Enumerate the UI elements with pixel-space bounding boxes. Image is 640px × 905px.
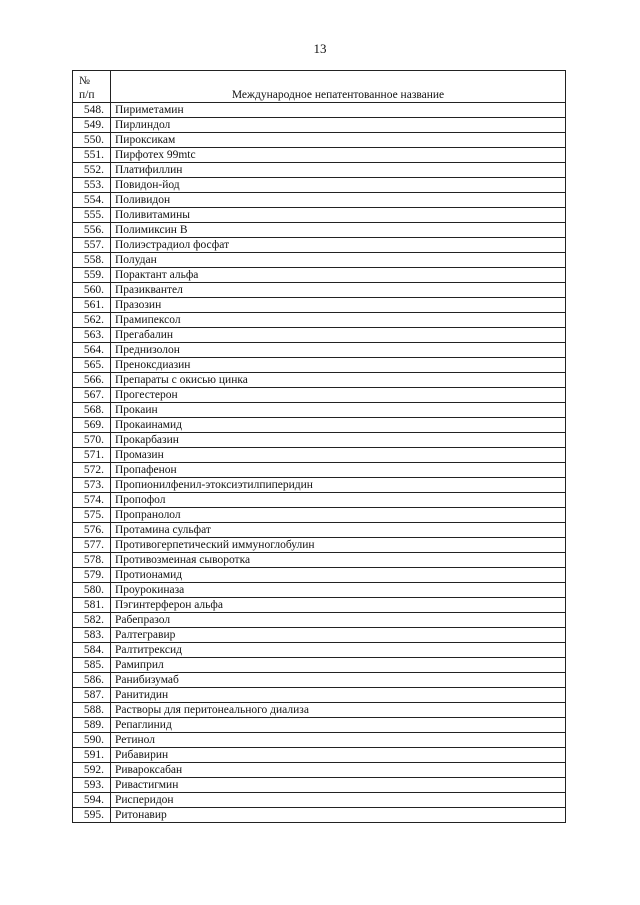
drug-name-table: [72, 70, 566, 823]
row-number: 550.: [73, 133, 111, 148]
row-number: 586.: [73, 673, 111, 688]
drug-name: Рамиприл: [111, 658, 566, 673]
drug-name: Пироксикам: [111, 133, 566, 148]
drug-name: Поливидон: [111, 193, 566, 208]
row-number: 560.: [73, 283, 111, 298]
page-number: 13: [313, 41, 327, 56]
table-row: [73, 298, 566, 313]
table-row: [73, 643, 566, 658]
drug-name: Пропафенон: [111, 463, 566, 478]
table-row: [73, 748, 566, 763]
table-row: [73, 793, 566, 808]
drug-name: Прогестерон: [111, 388, 566, 403]
drug-name: Растворы для перитонеального диализа: [111, 703, 566, 718]
table-row: [73, 568, 566, 583]
drug-name: Пропранолол: [111, 508, 566, 523]
table-row: [73, 418, 566, 433]
drug-name: Ритонавир: [111, 808, 566, 823]
header-number-column: [73, 71, 111, 103]
drug-name: Пириметамин: [111, 103, 566, 118]
drug-name: Преноксдиазин: [111, 358, 566, 373]
row-number: 548.: [73, 103, 111, 118]
drug-name: Прокаинамид: [111, 418, 566, 433]
drug-name: Повидон-йод: [111, 178, 566, 193]
table-row: [73, 208, 566, 223]
row-number: 568.: [73, 403, 111, 418]
table-row: [73, 478, 566, 493]
header-number-abbrev: п/п: [79, 89, 95, 101]
drug-name: Рибавирин: [111, 748, 566, 763]
row-number: 578.: [73, 553, 111, 568]
row-number: 551.: [73, 148, 111, 163]
table-row: [73, 733, 566, 748]
row-number: 555.: [73, 208, 111, 223]
table-row: [73, 673, 566, 688]
table-row: [73, 358, 566, 373]
table-row: [73, 133, 566, 148]
table-row: [73, 598, 566, 613]
table-row: [73, 103, 566, 118]
row-number: 563.: [73, 328, 111, 343]
table-row: [73, 118, 566, 133]
table-body: [73, 103, 566, 823]
drug-name: Противогерпетический иммуноглобулин: [111, 538, 566, 553]
table-row: [73, 178, 566, 193]
drug-name: Празиквантел: [111, 283, 566, 298]
table-row: [73, 658, 566, 673]
row-number: 557.: [73, 238, 111, 253]
header-name-column: Международное непатентованное название: [111, 71, 566, 103]
drug-name: Ралтегравир: [111, 628, 566, 643]
table-row: [73, 313, 566, 328]
drug-name: Препараты с окисью цинка: [111, 373, 566, 388]
row-number: 561.: [73, 298, 111, 313]
table-row: [73, 493, 566, 508]
table-row: [73, 628, 566, 643]
table-row: [73, 223, 566, 238]
row-number: 593.: [73, 778, 111, 793]
row-number: 556.: [73, 223, 111, 238]
table-row: [73, 583, 566, 598]
drug-name: Платифиллин: [111, 163, 566, 178]
row-number: 564.: [73, 343, 111, 358]
drug-name: Преднизолон: [111, 343, 566, 358]
table-row: [73, 163, 566, 178]
table-row: [73, 463, 566, 478]
row-number: 581.: [73, 598, 111, 613]
table-row: [73, 523, 566, 538]
row-number: 558.: [73, 253, 111, 268]
row-number: 591.: [73, 748, 111, 763]
row-number: 574.: [73, 493, 111, 508]
drug-name: Пирфотех 99mtc: [111, 148, 566, 163]
row-number: 573.: [73, 478, 111, 493]
row-number: 572.: [73, 463, 111, 478]
row-number: 582.: [73, 613, 111, 628]
row-number: 571.: [73, 448, 111, 463]
drug-name: Пропофол: [111, 493, 566, 508]
table-row: [73, 508, 566, 523]
table-row: [73, 538, 566, 553]
table-row: [73, 388, 566, 403]
drug-name: Прамипексол: [111, 313, 566, 328]
table-row: [73, 238, 566, 253]
drug-name: Ривароксабан: [111, 763, 566, 778]
row-number: 576.: [73, 523, 111, 538]
row-number: 594.: [73, 793, 111, 808]
drug-name: Полудан: [111, 253, 566, 268]
row-number: 565.: [73, 358, 111, 373]
drug-name: Пирлиндол: [111, 118, 566, 133]
table-header-row: [73, 71, 566, 103]
row-number: 585.: [73, 658, 111, 673]
table-row: [73, 148, 566, 163]
row-number: 579.: [73, 568, 111, 583]
table-row: [73, 703, 566, 718]
drug-name: Ралтитрексид: [111, 643, 566, 658]
drug-name: Рабепразол: [111, 613, 566, 628]
row-number: 569.: [73, 418, 111, 433]
table-row: [73, 718, 566, 733]
drug-name: Ранитидин: [111, 688, 566, 703]
drug-name: Рисперидон: [111, 793, 566, 808]
table-row: [73, 433, 566, 448]
row-number: 570.: [73, 433, 111, 448]
table-row: [73, 448, 566, 463]
row-number: 549.: [73, 118, 111, 133]
drug-name: Празозин: [111, 298, 566, 313]
row-number: 553.: [73, 178, 111, 193]
table-row: [73, 283, 566, 298]
row-number: 587.: [73, 688, 111, 703]
row-number: 590.: [73, 733, 111, 748]
drug-name: Прегабалин: [111, 328, 566, 343]
row-number: 595.: [73, 808, 111, 823]
drug-name: Промазин: [111, 448, 566, 463]
table-row: [73, 268, 566, 283]
table-row: [73, 613, 566, 628]
drug-name: Прокаин: [111, 403, 566, 418]
table-row: [73, 373, 566, 388]
row-number: 552.: [73, 163, 111, 178]
row-number: 566.: [73, 373, 111, 388]
header-number-symbol: №: [79, 75, 90, 87]
row-number: 575.: [73, 508, 111, 523]
table-row: [73, 403, 566, 418]
drug-name: Порактант альфа: [111, 268, 566, 283]
row-number: 583.: [73, 628, 111, 643]
drug-name: Репаглинид: [111, 718, 566, 733]
drug-name: Протамина сульфат: [111, 523, 566, 538]
drug-name: Поливитамины: [111, 208, 566, 223]
row-number: 554.: [73, 193, 111, 208]
table-row: [73, 688, 566, 703]
table-row: [73, 343, 566, 358]
row-number: 592.: [73, 763, 111, 778]
table-row: [73, 778, 566, 793]
table-row: [73, 328, 566, 343]
drug-name: Полиэстрадиол фосфат: [111, 238, 566, 253]
row-number: 567.: [73, 388, 111, 403]
row-number: 588.: [73, 703, 111, 718]
row-number: 562.: [73, 313, 111, 328]
drug-name: Ретинол: [111, 733, 566, 748]
row-number: 577.: [73, 538, 111, 553]
drug-name: Пэгинтерферон альфа: [111, 598, 566, 613]
table-row: [73, 553, 566, 568]
drug-name: Проурокиназа: [111, 583, 566, 598]
table-row: [73, 763, 566, 778]
table-row: [73, 253, 566, 268]
row-number: 559.: [73, 268, 111, 283]
drug-name: Ривастигмин: [111, 778, 566, 793]
drug-name: Ранибизумаб: [111, 673, 566, 688]
drug-name: Прокарбазин: [111, 433, 566, 448]
drug-name: Пропионилфенил-этоксиэтилпиперидин: [111, 478, 566, 493]
row-number: 589.: [73, 718, 111, 733]
drug-name: Протионамид: [111, 568, 566, 583]
drug-name: Противозмеиная сыворотка: [111, 553, 566, 568]
table-row: [73, 193, 566, 208]
row-number: 580.: [73, 583, 111, 598]
row-number: 584.: [73, 643, 111, 658]
drug-name: Полимиксин В: [111, 223, 566, 238]
table-row: [73, 808, 566, 823]
